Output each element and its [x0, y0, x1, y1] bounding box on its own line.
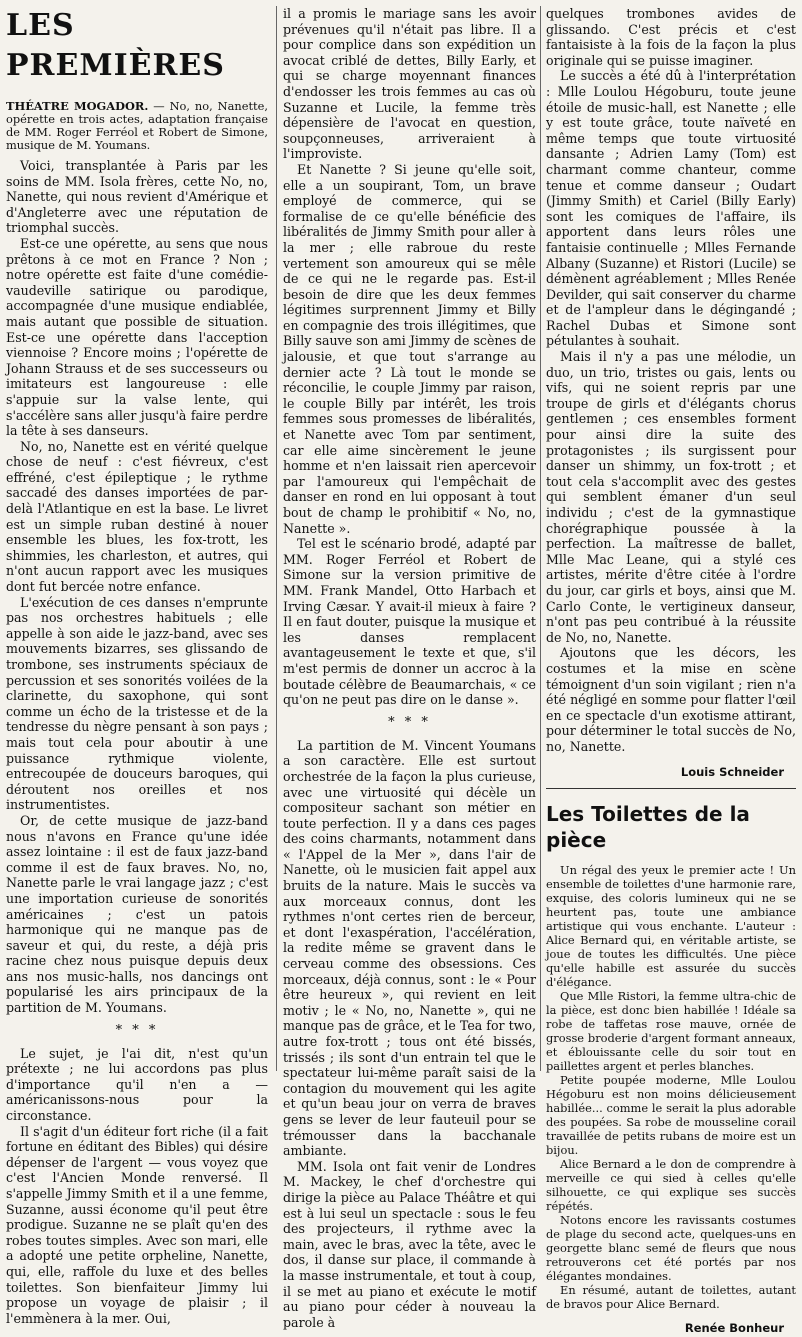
toilettes-article: [546, 863, 796, 1311]
author-signature: Louis Schneider: [680, 764, 784, 779]
paragraph: Tel est le scénario brodé, adapté par MM. Roger Ferréol et Robert de Simone sur la version primitive de MM. Frank Mandel, Otto Harbach et Irving Cæsar. Y avait-il mieux à faire ? Il en faut douter, puisque la musique et les danses remplacent avantageusement le texte et que, s'il m'est permis de donner un accroc à la boutade célèbre de Beaumarchais, « ce qu'on ne peut pas dire on le danse ».: [283, 536, 536, 708]
section-separator: * * *: [388, 714, 431, 730]
paragraph: Que Mlle Ristori, la femme ultra-chic de la pièce, est donc bien habillée ! Idéale sa robe de taffetas rose mauve, ornée de grosse broderie d'argent formant anneaux, et éblouissante celle du soir tout en paillettes argent et perles blanches.: [546, 989, 796, 1074]
paragraph: Mais il n'y a pas une mélodie, un duo, un trio, tristes ou gais, lents ou vifs, qui ne soient repris par une troupe de girls et d'élégants chorus gentlemen ; ces ensembles forment pour ainsi dire la suite des protagonistes ; ils surgissent pour danser un shimmy, un fox-trott ; et tout cela s'accomplit avec des gestes qui semblent émaner d'un seul individu ; c'est de la gymnastique chorégraphique poussée à la perfection. La maîtresse de ballet, Mlle Mac Leane, qui a stylé ces artistes, mérite d'être citée à l'ordre du jour, car girls et boys, ainsi que M. Carlo Conte, le vertigineux danseur, n'ont pas peu contribué à la réussite de No, no, Nanette.: [546, 349, 796, 645]
paragraph: Notons encore les ravissants costumes de plage du second acte, quelques-uns en georgette blanc semé de fleurs que nous retrouverons cet été portés par nos élégantes mondaines.: [546, 1213, 796, 1284]
paragraph: No, no, Nanette est en vérité quelque chose de neuf : c'est fiévreux, c'est effréné, c'est épileptique ; le rythme saccadé des danses importées de par-delà l'Atlantique en est la base. Le livret est un simple ruban destiné à nouer ensemble les blues, les fox-trott, les shimmies, les charleston, et autres, qui n'ont aucun rapport avec les musiques dont fut bercée notre enfance.: [6, 438, 268, 595]
paragraph: il a promis le mariage sans les avoir prévenues qu'il n'était pas libre. Il a pour complice dans son expédition un avocat criblé de dettes, Billy Early, et qui se charge moyennant finances d'endosser les trois femmes au cas où Suzanne et Lucile, la femme très dépensière de l'avocat en question, soupçonneuses, arriveraient à l'improviste.: [283, 6, 536, 162]
article-headline: Les Toilettes de la pièce: [546, 802, 750, 853]
divider: [546, 788, 796, 789]
paragraph: L'exécution de ces danses n'emprunte pas nos orchestres habituels ; elle appelle à son aide le jazz-band, avec ses mouvements bizarres, ses glissando de trombone, ses instruments spéciaux de percussion et ses sonorités voilées de la clarinette, du saxophone, qui sont comme un écho de la tristesse et de la tendresse du nègre pensant à son pays ; mais tout cela pour aboutir à une puissance rythmique violente, entrecoupée de douceurs baroques, qui déroutent nos oreilles et nos instrumentistes.: [6, 594, 268, 813]
section-separator: * * *: [115, 1022, 159, 1038]
lead-text: — No, no, Nanette, opérette en trois actes, adaptation française de MM. Roger Ferréol et Robert de Simone, musique de M. Youmans.: [6, 99, 268, 152]
author-signature: Renée Bonheur: [684, 1321, 784, 1336]
paragraph: En résumé, autant de toilettes, autant de bravos pour Alice Bernard.: [546, 1283, 796, 1312]
lead-paragraph: [6, 100, 268, 152]
paragraph: La partition de M. Vincent Youmans a son caractère. Elle est surtout orchestrée de la façon la plus curieuse, avec une virtuosité qui décèle un compositeur sachant son métier en toute perfection. Il y a dans ces pages des coins charmants, notamment dans « l'Appel de la Mer », dans l'air de Nanette, où le musicien fait appel aux bruits de la nature. Mais le succès va aux morceaux connus, dont les rythmes n'ont certes rien de berceur, et dont l'exaspération, l'accélération, la redite même se gravent dans le cerveau comme des obsessions. Ces morceaux, déjà connus, sont : le « Pour être heureux », qui revient en leit motiv ; le « No, no, Nanette », qui ne manque pas de grâce, et le Tea for two, autre fox-trott ; tous ont été bissés, trissés ; ils sont d'un entrain tel que le spectateur lui-même paraît saisi de la contagion du mouvement qui les agite et qu'un beau jour on verra de braves gens se lever de leur fauteuil pour se trémousser dans la bacchanale ambiante.: [283, 737, 536, 1159]
column-1: [6, 6, 268, 1326]
column-rule: [540, 6, 541, 1071]
section-headline: LES PREMIÈRES: [6, 8, 225, 83]
paragraph: Ajoutons que les décors, les costumes et la mise en scène témoignent d'un soin vigilant ; rien n'a été négligé en somme pour flatter l'œil en ce spectacle d'un exotisme attirant, pour déterminer le total succès de No, no, Nanette.: [546, 645, 796, 754]
paragraph: Le succès a été dû à l'interprétation : Mlle Loulou Hégoburu, toute jeune étoile de music-hall, est Nanette ; elle y est toute grâce, toute naïveté en même temps que toute virtuosité dansante ; Adrien Lamy (Tom) est charmant comme chanteur, comme tenue et comme danseur ; Oudart (Jimmy Smith) et Cariel (Billy Early) sont les comiques de l'affaire, ils apportent dans leurs rôles une fantaisie continuelle ; Mlles Fernande Albany (Suzanne) et Ristori (Lucile) se démènent agréablement ; Mlles Renée Devilder, qui sait conserver du charme et de l'ampleur dans le dégingandé ; Rachel Dubas et Simone sont pétulantes à souhait.: [546, 68, 796, 349]
paragraph: Il s'agit d'un éditeur fort riche (il a fait fortune en éditant des Bibles) qui désire dépenser de l'argent — vous voyez que c'est l'Ancien Monde renversé. Il s'appelle Jimmy Smith et il a une femme, Suzanne, aussi économe qu'il peut être prodigue. Suzanne ne se plaît qu'en des robes toutes simples. Avec son mari, elle a adopté une petite orpheline, Nanette, qui, elle, raffole du luxe et des belles toilettes. Son bienfaiteur Jimmy lui propose un voyage de plaisir ; il l'emmènera à la mer. Oui,: [6, 1123, 268, 1326]
paragraph: MM. Isola ont fait venir de Londres M. Mackey, le chef d'orchestre qui dirige la pièce au Palace Théâtre et qui est à lui seul un spectacle : sous le feu des projecteurs, il rythme avec la main, avec le bras, avec la tête, avec le dos, il danse sur place, il commande à la masse instrumentale, et tout à coup, il se met au piano et exécute le motif au piano pour céder à nouveau la parole à: [283, 1158, 536, 1330]
column-2: [283, 6, 536, 1330]
paragraph: Alice Bernard a le don de comprendre à merveille ce qui sied à celles qu'elle silhouette, ce qui explique ses succès répétés.: [546, 1157, 796, 1214]
paragraph: Or, de cette musique de jazz-band nous n'avons en France qu'une idée assez lointaine : il est de faux jazz-band comme il est de faux braves. No, no, Nanette parle le vrai langage jazz ; c'est une importation curieuse de sonorités américaines ; c'est un patois harmonique qui ne manque pas de saveur et qui, du reste, a déjà pris racine chez nous puisque depuis deux ans nos music-halls, nos dancings ont popularisé les airs principaux de la partition de M. Youmans.: [6, 812, 268, 1016]
paragraph: quelques trombones avides de glissando. C'est précis et c'est fantaisiste à la fois de la façon la plus originale qui se puisse imaginer.: [546, 6, 796, 68]
column-3: [546, 6, 796, 1336]
column-rule: [276, 6, 277, 1071]
paragraph: Le sujet, je l'ai dit, n'est qu'un prétexte ; ne lui accordons pas plus d'importance qu'il n'en a — américanissons-nous pour la circonstance.: [6, 1045, 268, 1124]
paragraph: Voici, transplantée à Paris par les soins de MM. Isola frères, cette No, no, Nanette, qui nous revient d'Amérique et d'Angleterre avec une réputation de triomphal succès.: [6, 158, 268, 236]
paragraph: Un régal des yeux le premier acte ! Un ensemble de toilettes d'une harmonie rare, exquise, des coloris lumineux qui ne se heurtent pas, toute une ambiance artistique qui vous enchante. L'auteur : Alice Bernard qui, en véritable artiste, se joue de toutes les difficultés. Une pièce qu'elle habille est assurée du succès d'élégance.: [546, 863, 796, 990]
paragraph: Est-ce une opérette, au sens que nous prêtons à ce mot en France ? Non ; notre opérette est faite d'une comédie-vaudeville satirique ou parodique, accompagnée d'une musique endiablée, mais autant que possible de situation. Est-ce une opérette dans l'acception viennoise ? Encore moins ; l'opérette de Johann Strauss et de ses successeurs ou imitateurs est langoureuse : elle s'appuie sur la valse lente, qui s'accélère sans aller jusqu'à faire perdre la tête à ses danseurs.: [6, 235, 268, 439]
theatre-name: THÉATRE MOGADOR.: [6, 99, 149, 113]
paragraph: Et Nanette ? Si jeune qu'elle soit, elle a un soupirant, Tom, un brave employé de commerce, qui se formalise de ce qu'elle bénéficie des libéralités de Jimmy Smith pour aller à la mer ; elle rabroue du reste vertement son amoureux qui se mêle de ce qui ne le regarde pas. Est-il besoin de dire que les deux femmes légitimes surprennent Jimmy et Billy en compagnie des trois illégitimes, que Billy sauve son ami Jimmy de scènes de jalousie, et que tout s'arrange au dernier acte ? Là tout le monde se réconcilie, le couple Jimmy par raison, le couple Billy par intérêt, les trois femmes sous promesses de libéralités, et Nanette avec Tom par sentiment, car elle aime sincèrement le jeune homme et n'en laissait rien apercevoir par l'amoureux qui l'empêchait de danser en rond en lui opposant à tout bout de champ le prohibitif « No, no, Nanette ».: [283, 161, 536, 536]
paragraph: Petite poupée moderne, Mlle Loulou Hégoburu est non moins délicieusement habillée... comme le serait la plus adorable des poupées. Sa robe de mousseline corail travaillée de petits rubans de moire est un bijou.: [546, 1073, 796, 1158]
